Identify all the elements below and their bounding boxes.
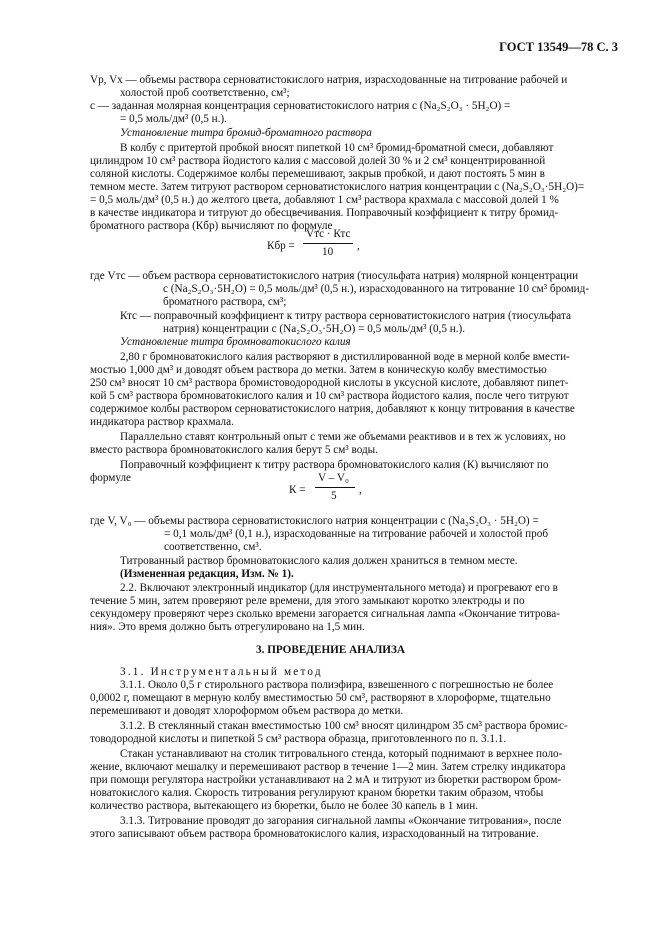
text-line: с — заданная молярная концентрация серноватистокислого натрия с (Na₂S₂O₃ · 5H₂O) = <box>90 100 511 112</box>
text-line: Ктс — поправочный коэффициент к титру раствора серноватистокислого натрия (тиосульфата <box>120 310 571 322</box>
text-line: Vp, Vx — объемы раствора серноватистокислого натрия, израсходованные на титрование рабочей и <box>90 74 568 86</box>
text-line: течение 5 мин, затем проверяют реле времени, для этого замыкают коротко электроды и по <box>90 595 525 607</box>
text-line: 2,80 г бромноватокислого калия растворяют в дистиллированной воде в мерной колбе вмести- <box>120 351 570 363</box>
text-line: 3. ПРОВЕДЕНИЕ АНАЛИЗА <box>256 644 405 656</box>
text-line: Поправочный коэффициент к титру раствора бромноватокислого калия (К) вычисляют по <box>120 459 549 471</box>
text-line: жение, включают мешалку и перемешивают раствор в течение 1—2 мин. Затем стрелку индикатора <box>90 761 566 773</box>
text-line: содержимое колбы раствором серноватистокислого натрия, добавляют к концу титрования в качестве <box>90 403 575 415</box>
text-line: этого записывают объем раствора бромноватокислого калия, израсходованный на титрование. <box>90 828 539 840</box>
formula-k-tail: , <box>359 484 362 496</box>
text-line: броматного раствора, см³; <box>163 296 287 308</box>
text-line: соответственно, см³. <box>164 541 262 553</box>
text-line: 250 см³ вносят 10 см³ раствора бромистоводородной кислоты в уксусной кислоте, добавляют пипет- <box>90 377 569 389</box>
text-line: товодородной кислоты и пипеткой 5 см³ раствора образца, приготовленного по п. 3.1.1. <box>90 733 507 745</box>
text-line: новатокислого калия. Скорость титрования регулируют краном бюретки таким образом, чтобы <box>90 787 544 799</box>
text-line: 3.1. Инструментальный метод <box>120 666 323 678</box>
formula-kbr-tail: , <box>357 240 360 252</box>
text-line: Параллельно ставят контрольный опыт с теми же объемами реактивов и в тех ж условиях, но <box>120 431 566 443</box>
text-line: (Измененная редакция, Изм. № 1). <box>120 568 294 580</box>
text-line: 2.2. Включают электронный индикатор (для инструментального метода) и прогревают его в <box>120 582 558 594</box>
text-line: = 0,1 моль/дм³ (0,1 н.), израсходованные на титрование рабочей и холостой проб <box>164 528 549 540</box>
text-line: ния». Это время должно быть отрегулировано на 1,5 мин. <box>90 621 365 633</box>
text-line: = 0,5 моль/дм³ (0,5 н.) до желтого цвета, добавляют 1 см³ раствора крахмала с массовой долей 1 % <box>90 194 559 206</box>
text-line: количество раствора, вытекающего из бюретки, было не более 30 капель в 1 мин. <box>90 800 479 812</box>
text-line: индикатора раствор крахмала. <box>90 416 234 428</box>
formula-kbr-numerator: Vтс · Ктс <box>306 228 351 240</box>
text-line: 0,0002 г, помещают в мерную колбу вместимостью 50 см³, растворяют в хлороформе, тщательно <box>90 692 551 704</box>
text-line: в качестве индикатора и титруют до обесцвечивания. Поправочный коэффициент к титру бромид- <box>90 207 559 219</box>
text-line: вместо раствора бромноватокислого калия берут 5 см³ воды. <box>90 444 378 456</box>
page-header: ГОСТ 13549—78 С. 3 <box>499 40 618 54</box>
formula-kbr-bar <box>303 243 353 244</box>
formula-k-bar <box>315 487 355 488</box>
text-line: перемешивают и доводят хлороформом объем раствора до метки. <box>90 705 404 717</box>
text-line: 3.1.3. Титрование проводят до загорания сигнальной лампы «Окончание титрования», после <box>120 815 562 827</box>
text-line: броматного раствора (Кбр) вычисляют по формуле <box>90 220 333 232</box>
text-line: цилиндром 10 см³ раствора йодистого калия с массовой долей 30 % и 2 см³ концентрированной <box>90 155 546 167</box>
text-line: Стакан устанавливают на столик титровального стенда, который поднимают в верхнее поло- <box>120 748 563 760</box>
text-line: 3.1.1. Около 0,5 г стирольного раствора полиэфира, взвешенного с погрешностью не более <box>120 679 554 691</box>
text-line: Установление титра бромноватокислого калия <box>120 336 351 348</box>
text-line: с (Na₂S₂O₃·5H₂O) = 0,5 моль/дм³ (0,5 н.), израсходованного на титрование 10 см³ бромид- <box>163 283 590 295</box>
formula-k-denominator: 5 <box>331 490 337 502</box>
text-line: кой 5 см³ раствора бромноватокислого калия и 10 см³ раствора йодистого калия, после чего титруют <box>90 390 569 402</box>
text-line: Титрованный раствор бромноватокислого калия должен храниться в темном месте. <box>120 555 518 567</box>
text-line: где Vтс — объем раствора серноватистокислого натрия (тиосульфата натрия) молярной концентрации <box>90 270 579 282</box>
text-line: темном месте. Затем титруют раствором серноватистокислого натрия концентрации с (Na₂S₂O₃·5H₂O)= <box>90 181 585 193</box>
text-line: соляной кислоты. Содержимое колбы перемешивают, закрыв пробкой, и дают постоять 5 мин в <box>90 168 545 180</box>
text-line: секундомеру проверяют через сколько времени загорается сигнальная лампа «Окончание титрова- <box>90 608 560 620</box>
text-line: мостью 1,000 дм³ и доводят объем раствора до метки. Затем в коническую колбу вместимостью <box>90 364 547 376</box>
text-line: натрия) концентрации с (Na₂S₂O₃·5H₂O) = 0,5 моль/дм³ (0,5 н.). <box>163 323 466 335</box>
text-line: где V, V₀ — объемы раствора серноватистокислого натрия концентрации с (Na₂S₂O₃ · 5H₂O) = <box>90 515 539 527</box>
text-line: = 0,5 моль/дм³ (0,5 н.). <box>120 113 227 125</box>
text-line: В колбу с притертой пробкой вносят пипеткой 10 см³ бромид-броматной смеси, добавляют <box>120 142 554 154</box>
text-line: холостой проб соответственно, см³; <box>120 87 290 99</box>
text-line: 3.1.2. В стеклянный стакан вместимостью 100 см³ вносят цилиндром 35 см³ раствора бромис- <box>120 720 568 732</box>
formula-kbr-denominator: 10 <box>322 246 334 258</box>
formula-k-lhs: К = <box>289 484 306 496</box>
text-line: при помощи регулятора настройки устанавливают на 2 мА и титруют из бюретки раствором бром- <box>90 774 562 786</box>
text-line: формуле <box>90 472 131 484</box>
text-line: Установление титра бромид-броматного раствора <box>120 127 372 139</box>
formula-k-numerator: V – V₀ <box>318 472 349 484</box>
formula-kbr-lhs: Кбр = <box>267 240 295 252</box>
